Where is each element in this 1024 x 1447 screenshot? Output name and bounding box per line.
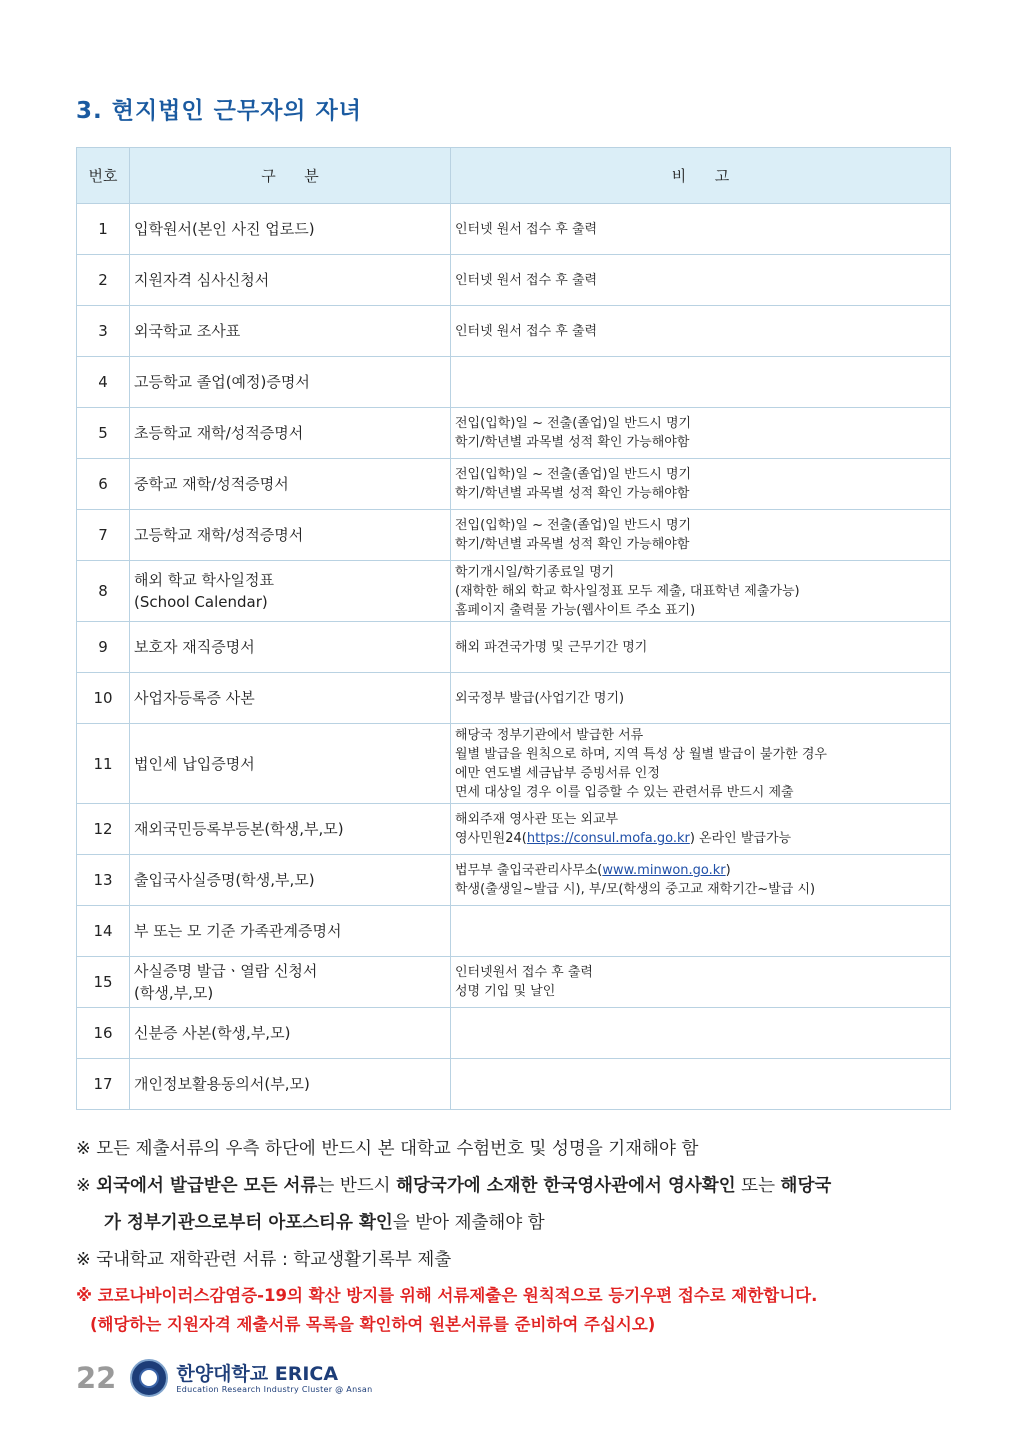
item-line: 보호자 재직증명서 <box>134 638 255 656</box>
item-line: 재외국민등록부등본(학생,부,모) <box>134 820 344 838</box>
remark-line: 인터넷 원서 접수 후 출력 <box>455 221 598 237</box>
table-row <box>77 957 951 1008</box>
row-remarks <box>451 957 951 1008</box>
remark-line: 학기개시일/학기종료일 명기 <box>455 564 615 580</box>
remark-line: 외국정부 발급(사업기간 명기) <box>455 690 625 706</box>
row-number: 2 <box>77 255 130 306</box>
item-line: 초등학교 재학/성적증명서 <box>134 424 304 442</box>
remark-line: 해외 파견국가명 및 근무기간 명기 <box>455 639 648 655</box>
row-number: 8 <box>77 561 130 622</box>
section-title: 3. 현지법인 근무자의 자녀 <box>76 98 362 124</box>
remark-line: 홈페이지 출력물 가능(웹사이트 주소 표기) <box>455 602 696 618</box>
row-number: 9 <box>77 622 130 673</box>
row-number: 10 <box>77 673 130 724</box>
row-number: 1 <box>77 204 130 255</box>
documents-table <box>76 147 951 1110</box>
table-row <box>77 622 951 673</box>
remark-line: 에만 연도별 세금납부 증빙서류 인정 <box>455 765 660 781</box>
remark-line: 영사민원24(https://consul.mofa.go.kr) 온라인 발급가능 <box>455 831 792 846</box>
row-item <box>130 459 451 510</box>
row-number: 17 <box>77 1059 130 1110</box>
table-row <box>77 459 951 510</box>
row-remarks <box>451 1059 951 1110</box>
row-number: 16 <box>77 1008 130 1059</box>
logo-sub-text: Education Research Industry Cluster @ Ansan <box>176 1384 373 1394</box>
row-item <box>130 1059 451 1110</box>
row-item <box>130 622 451 673</box>
remark-line: 해당국 정부기관에서 발급한 서류 <box>455 727 644 743</box>
item-line: 지원자격 심사신청서 <box>134 271 270 289</box>
row-number: 15 <box>77 957 130 1008</box>
item-line: 출입국사실증명(학생,부,모) <box>134 871 315 889</box>
row-remarks <box>451 561 951 622</box>
table-row <box>77 804 951 855</box>
row-remarks <box>451 724 951 804</box>
footer <box>76 1356 372 1400</box>
row-item <box>130 804 451 855</box>
item-line: 신분증 사본(학생,부,모) <box>134 1024 291 1042</box>
row-item <box>130 408 451 459</box>
row-remarks <box>451 906 951 957</box>
header-remarks: 비 고 <box>451 148 951 204</box>
row-remarks <box>451 510 951 561</box>
url-link[interactable]: www.minwon.go.kr <box>602 863 726 878</box>
row-number: 5 <box>77 408 130 459</box>
table-row <box>77 906 951 957</box>
item-line: 사업자등록증 사본 <box>134 689 255 707</box>
header-category: 구 분 <box>130 148 451 204</box>
remark-line: 면세 대상일 경우 이를 입증할 수 있는 관련서류 반드시 제출 <box>455 784 794 800</box>
row-item <box>130 906 451 957</box>
row-number: 6 <box>77 459 130 510</box>
remark-line: 전입(입학)일 ~ 전출(졸업)일 반드시 명기 <box>455 416 692 431</box>
table-row <box>77 306 951 357</box>
row-remarks <box>451 357 951 408</box>
footnote-1: ※ 모든 제출서류의 우측 하단에 반드시 본 대학교 수험번호 및 성명을 기재해야 함 <box>76 1139 699 1159</box>
row-item <box>130 957 451 1008</box>
logo-main-text: 한양대학교 ERICA <box>176 1362 339 1385</box>
table-row <box>77 1059 951 1110</box>
item-line: 고등학교 졸업(예정)증명서 <box>134 373 310 391</box>
remark-line: 해외주재 영사관 또는 외교부 <box>455 812 619 827</box>
remark-line: 인터넷 원서 접수 후 출력 <box>455 323 598 339</box>
footnote-2-cont: 가 정부기관으로부터 아포스티유 확인을 받아 제출해야 함 <box>104 1213 545 1233</box>
table-row <box>77 724 951 804</box>
remark-line: 학기/학년별 과목별 성적 확인 가능해야함 <box>455 435 690 450</box>
table-row <box>77 255 951 306</box>
item-line: 법인세 납입증명서 <box>134 754 255 773</box>
table-row <box>77 855 951 906</box>
row-remarks <box>451 1008 951 1059</box>
url-link[interactable]: https://consul.mofa.go.kr <box>526 831 690 846</box>
row-remarks <box>451 459 951 510</box>
row-remarks <box>451 204 951 255</box>
remark-line: 인터넷원서 접수 후 출력 <box>455 965 593 980</box>
table-row <box>77 408 951 459</box>
row-item <box>130 673 451 724</box>
row-item <box>130 510 451 561</box>
page-number: 22 <box>76 1361 117 1395</box>
row-item <box>130 724 451 804</box>
table-row <box>77 510 951 561</box>
item-line: 해외 학교 학사일정표 <box>134 571 274 589</box>
row-number: 13 <box>77 855 130 906</box>
table-header-row <box>77 148 951 204</box>
row-number: 14 <box>77 906 130 957</box>
row-number: 7 <box>77 510 130 561</box>
row-remarks <box>451 255 951 306</box>
footnote-3: ※ 국내학교 재학관련 서류 : 학교생활기록부 제출 <box>76 1250 452 1270</box>
row-number: 4 <box>77 357 130 408</box>
item-line: (학생,부,모) <box>134 984 214 1002</box>
item-line: 사실증명 발급ㆍ열람 신청서 <box>134 962 318 980</box>
remark-line: 학생(출생일~발급 시), 부/모(학생의 중고교 재학기간~발급 시) <box>455 882 816 897</box>
row-remarks <box>451 673 951 724</box>
item-line: 입학원서(본인 사진 업로드) <box>134 220 315 238</box>
covid-notice-cont: (해당하는 지원자격 제출서류 목록을 확인하여 원본서류를 준비하여 주십시오) <box>90 1315 656 1334</box>
table-row <box>77 204 951 255</box>
remark-line: 학기/학년별 과목별 성적 확인 가능해야함 <box>455 486 690 501</box>
row-item <box>130 561 451 622</box>
remark-line: 성명 기입 및 날인 <box>455 984 556 999</box>
row-item <box>130 306 451 357</box>
table-row <box>77 1008 951 1059</box>
row-number: 12 <box>77 804 130 855</box>
row-remarks <box>451 306 951 357</box>
remark-line: 인터넷 원서 접수 후 출력 <box>455 272 598 288</box>
item-line: 외국학교 조사표 <box>134 322 241 340</box>
covid-notice: ※ 코로나바이러스감염증-19의 확산 방지를 위해 서류제출은 원칙적으로 등기우편 접수로 제한합니다. <box>76 1286 818 1305</box>
item-line: 부 또는 모 기준 가족관계증명서 <box>134 922 342 940</box>
row-item <box>130 204 451 255</box>
row-number: 11 <box>77 724 130 804</box>
table-row <box>77 357 951 408</box>
remark-line: (재학한 해외 학교 학사일정표 모두 제출, 대표학년 제출가능) <box>455 583 800 599</box>
row-item <box>130 855 451 906</box>
header-number: 번호 <box>77 148 130 204</box>
item-line: (School Calendar) <box>134 593 268 611</box>
row-remarks <box>451 622 951 673</box>
row-item <box>130 1008 451 1059</box>
item-line: 고등학교 재학/성적증명서 <box>134 526 304 544</box>
table-row <box>77 561 951 622</box>
row-remarks <box>451 855 951 906</box>
university-seal-icon <box>130 1359 168 1397</box>
university-logo <box>176 1363 372 1394</box>
row-item <box>130 357 451 408</box>
item-line: 개인정보활용동의서(부,모) <box>134 1075 310 1093</box>
row-item <box>130 255 451 306</box>
remark-line: 학기/학년별 과목별 성적 확인 가능해야함 <box>455 537 690 552</box>
remark-line: 전입(입학)일 ~ 전출(졸업)일 반드시 명기 <box>455 518 692 533</box>
row-remarks <box>451 408 951 459</box>
footnotes <box>76 1131 956 1339</box>
table-row <box>77 673 951 724</box>
remark-line: 월별 발급을 원칙으로 하며, 지역 특성 상 월별 발급이 불가한 경우 <box>455 746 827 762</box>
row-remarks <box>451 804 951 855</box>
item-line: 중학교 재학/성적증명서 <box>134 475 289 493</box>
footnote-2: ※ 외국에서 발급받은 모든 서류는 반드시 해당국가에 소재한 한국영사관에서 영사확인 또는 해당국 <box>76 1176 832 1196</box>
row-number: 3 <box>77 306 130 357</box>
remark-line: 전입(입학)일 ~ 전출(졸업)일 반드시 명기 <box>455 467 692 482</box>
remark-line: 법무부 출입국관리사무소(www.minwon.go.kr) <box>455 863 731 878</box>
